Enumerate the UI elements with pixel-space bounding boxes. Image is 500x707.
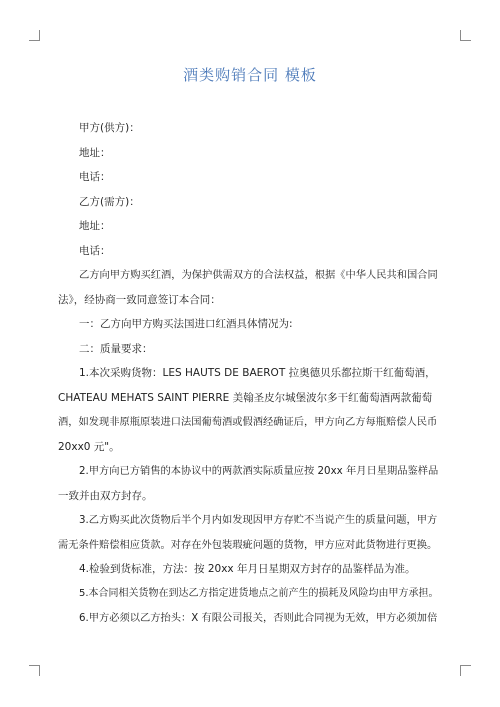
document-line: 一致并由双方封存。 — [58, 489, 153, 502]
document-line: 6.甲方必须以乙方抬头：X 有限公司报关，否则此合同视为无效，甲方必须加倍 — [79, 612, 438, 624]
crop-mark-top-left — [29, 30, 40, 41]
document-line: 二：质量要求： — [79, 342, 153, 355]
document-line: 5.本合同相关货物在到达乙方指定进货地点之前产生的损耗及风险均由甲方承担。 — [79, 587, 439, 599]
document-line: 需无条件赔偿相应货款。对存在外包装瑕疵问题的货物，甲方应对此货物进行更换。 — [58, 538, 438, 551]
document-line: 20xx0 元"。 — [58, 440, 120, 453]
document-line: 一：乙方向甲方购买法国进口红酒具体情况为: — [79, 318, 293, 330]
document-title: 酒类购销合同 模板 — [183, 66, 317, 84]
crop-mark-bottom-left — [29, 665, 40, 676]
document-line: 乙方向甲方购买红酒，为保护供需双方的合法权益，根据《中华人民共和国合同 — [79, 269, 438, 281]
document-line: 1.本次采购货物：LES HAUTS DE BAEROT 拉奥德贝乐都拉斯干红葡萄酒， — [79, 367, 436, 379]
document-body — [58, 116, 444, 631]
document-line: 电话： — [79, 171, 111, 183]
crop-mark-bottom-right — [460, 665, 471, 676]
document-line: 酒，如发现非原瓶原装进口法国葡萄酒或假酒经确证后，甲方向乙方每瓶赔偿人民币 — [58, 416, 438, 428]
document-line: 3.乙方购买此次货物后半个月内如发现因甲方存贮不当说产生的质量问题，甲方 — [79, 514, 438, 526]
document-line: 地址： — [79, 220, 111, 232]
document-line: CHATEAU MEHATS SAINT PIERRE 美翰圣皮尔城堡波尔多干红葡萄酒两款葡萄 — [58, 391, 433, 404]
document-line: 电话： — [79, 244, 111, 257]
document-line: 地址： — [79, 146, 111, 159]
crop-mark-top-right — [460, 30, 471, 41]
document-line: 4.检验到货标准，方法：按 20xx 年月日星期双方封存的品鉴样品为准。 — [79, 563, 416, 575]
document-line: 乙方(需方)： — [79, 195, 140, 208]
document-line: 甲方(供方)： — [79, 122, 140, 134]
document-line: 2.甲方向已方销售的本协议中的两款酒实际质量应按 20xx 年月日星期品鉴样品 — [79, 465, 439, 477]
document-line: 法》，经协商一致同意签订本合同： — [58, 293, 221, 306]
